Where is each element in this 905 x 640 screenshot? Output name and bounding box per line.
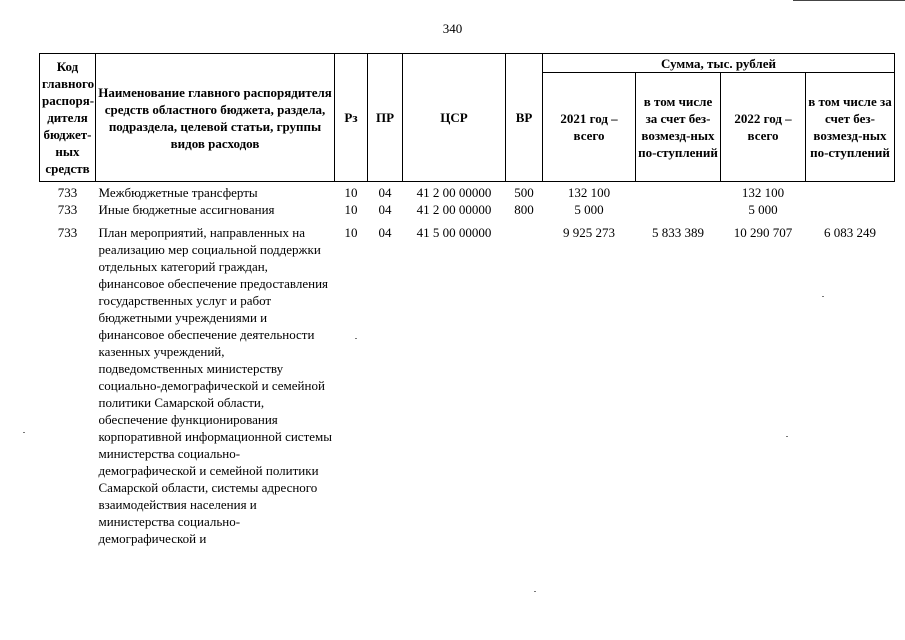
cell-csr: 41 2 00 00000: [416, 202, 492, 217]
top-edge-line: [793, 0, 905, 1]
cell-2021-free: [636, 201, 721, 218]
cell-name: Иные бюджетные ассигнования: [98, 202, 275, 217]
cell-2021-free: 5 833 389: [652, 225, 704, 240]
header-2021-total: 2021 год – всего: [543, 73, 636, 182]
budget-table: [39, 53, 895, 547]
cell-rz: 10: [344, 225, 358, 240]
header-code: Код главного распоря-дителя бюджет-ных средств: [40, 54, 96, 182]
cell-2021-total: 5 000: [574, 202, 604, 217]
header-2022-total: 2022 год – всего: [721, 73, 806, 182]
scan-speck: [822, 296, 824, 297]
cell-2022-total: 5 000: [748, 202, 778, 217]
header-2021-free: в том числе за счет без-возмезд-ных по-ступлений: [636, 73, 721, 182]
cell-code: 733: [57, 185, 78, 200]
cell-vr: 500: [514, 185, 534, 200]
table-row: [40, 182, 895, 202]
cell-rz: 10: [344, 202, 358, 217]
header-2022-free: в том числе за счет без-возмезд-ных по-ступлений: [806, 73, 895, 182]
cell-pr: 04: [378, 185, 392, 200]
cell-rz: 10: [344, 185, 358, 200]
cell-2021-total: 9 925 273: [563, 225, 615, 240]
table-row: [40, 201, 895, 218]
table-row: [40, 218, 895, 547]
cell-vr: [506, 218, 543, 547]
header-vr: ВР: [506, 54, 543, 182]
cell-code: 733: [57, 202, 78, 217]
cell-vr: 800: [514, 202, 534, 217]
cell-csr: 41 2 00 00000: [416, 185, 492, 200]
cell-2022-free: [806, 182, 895, 202]
header-name: Наименование главного распорядителя средств областного бюджета, раздела, подраздела, целевой статьи, группы видов расходов: [96, 54, 335, 182]
cell-code: 733: [57, 225, 78, 240]
cell-name: План мероприятий, направленных на реализацию мер социальной поддержки отдельных категорий граждан, финансовое обеспечение предоставления государственных услуг и работ бюджетными учреждениями и финансовое обеспечение деятельности казенных учреждений, подведомственных министерству социально-демографической и семейной политики Самарской области, обеспечение функционирования корпоративной информационной системы министерства социально-демографической и семейной политики Самарской области, системы адресного взаимодействия населения и министерства социально-демографической и: [98, 225, 332, 546]
scan-speck: [355, 338, 357, 339]
header-rz: Рз: [335, 54, 368, 182]
cell-2021-total: 132 100: [567, 185, 611, 200]
cell-2022-total: 132 100: [741, 185, 785, 200]
cell-2022-total: 10 290 707: [733, 225, 793, 240]
cell-2022-free: 6 083 249: [824, 225, 876, 240]
scan-speck: [786, 436, 788, 437]
cell-pr: 04: [378, 225, 392, 240]
header-csr: ЦСР: [403, 54, 506, 182]
cell-name: Межбюджетные трансферты: [98, 185, 258, 200]
scan-speck: [23, 432, 25, 433]
page-number: 340: [442, 21, 463, 36]
cell-pr: 04: [378, 202, 392, 217]
cell-2022-free: [806, 201, 895, 218]
scan-speck: [534, 591, 536, 592]
cell-csr: 41 5 00 00000: [416, 225, 492, 240]
header-sum: Сумма, тыс. рублей: [543, 54, 895, 73]
cell-2021-free: [636, 182, 721, 202]
header-pr: ПР: [368, 54, 403, 182]
